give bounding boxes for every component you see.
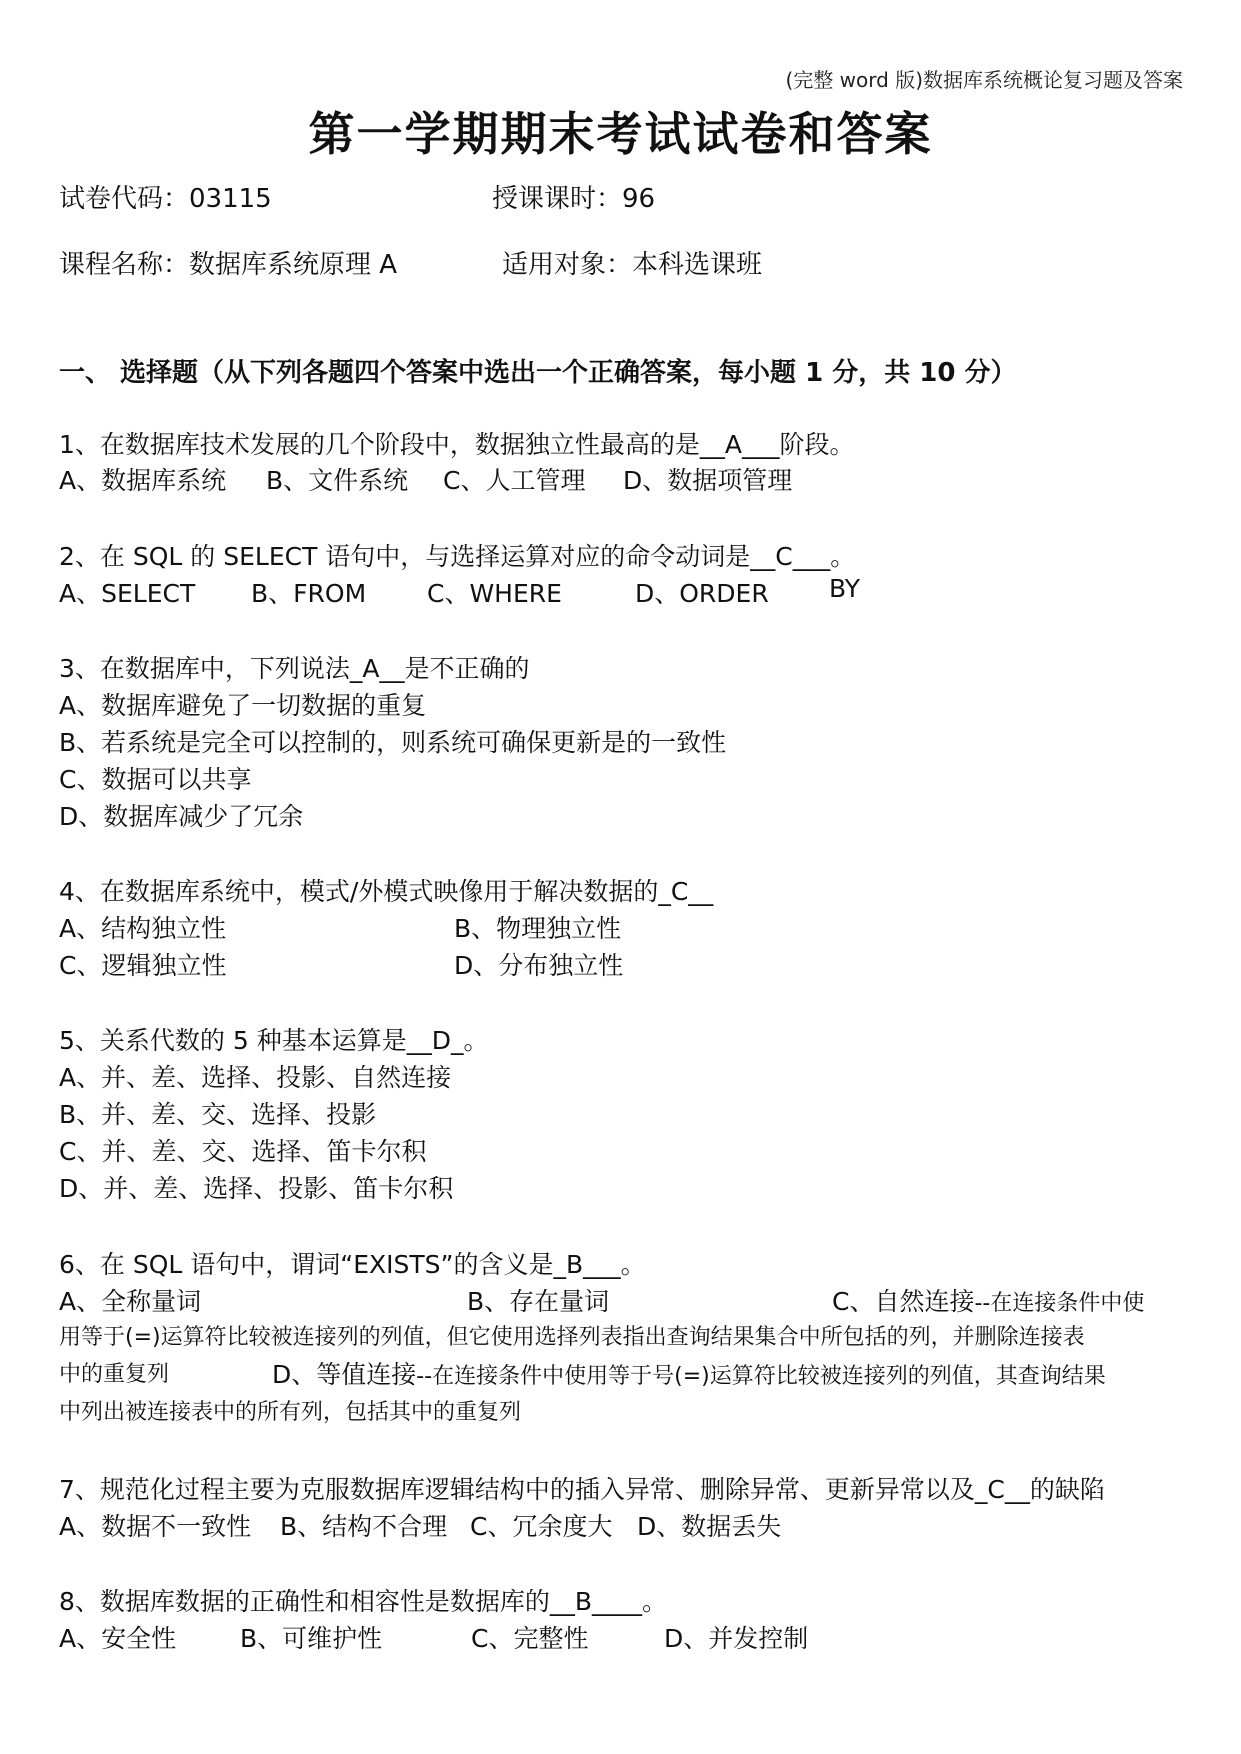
question-3-option-c: C、数据可以共享: [59, 765, 252, 794]
question-2-option-d: D、ORDER: [635, 579, 769, 608]
page-title: 第一学期期末考试试卷和答案: [308, 107, 933, 161]
question-2-stem: 2、在 SQL 的 SELECT 语句中，与选择运算对应的命令动词是__C___。: [59, 542, 856, 571]
target-audience: 适用对象：本科选课班: [502, 250, 763, 280]
question-8-option-d: D、并发控制: [664, 1624, 809, 1653]
question-6-option-c: [832, 1282, 1144, 1318]
question-4-option-b: B、物理独立性: [454, 914, 622, 943]
question-7-stem: 7、规范化过程主要为克服数据库逻辑结构中的插入异常、删除异常、更新异常以及_C__的缺陷: [59, 1475, 1105, 1504]
question-7-option-a: A、数据不一致性: [59, 1512, 252, 1541]
question-5-option-c: C、并、差、交、选择、笛卡尔积: [59, 1137, 427, 1166]
question-3-stem: 3、在数据库中，下列说法_A__是不正确的: [59, 654, 530, 683]
question-2-option-d-cont: BY: [829, 574, 861, 603]
question-2-option-a: A、SELECT: [59, 579, 196, 608]
question-1-stem: 1、在数据库技术发展的几个阶段中，数据独立性最高的是__A___阶段。: [59, 430, 855, 459]
question-6-option-b: B、存在量词: [467, 1287, 610, 1316]
question-1-option-b: B、文件系统: [266, 466, 409, 495]
question-8-option-a: A、安全性: [59, 1624, 177, 1653]
question-1-option-a: A、数据库系统: [59, 466, 227, 495]
question-6-option-d-label: D、等值连接: [272, 1360, 417, 1389]
exam-code: 试卷代码：03115: [59, 184, 272, 214]
course-hours: 授课课时：96: [492, 184, 656, 214]
question-7-option-d: D、数据丢失: [637, 1512, 782, 1541]
question-8-stem: 8、数据库数据的正确性和相容性是数据库的__B____。: [59, 1587, 668, 1616]
question-1-option-c: C、人工管理: [443, 466, 586, 495]
question-7-option-c: C、冗余度大: [470, 1512, 613, 1541]
question-6-option-d-note-cont: 中列出被连接表中的所有列，包括其中的重复列: [59, 1400, 522, 1425]
question-4-option-d: D、分布独立性: [454, 951, 624, 980]
question-5-option-b: B、并、差、交、选择、投影: [59, 1100, 377, 1129]
question-2-option-b: B、FROM: [251, 579, 367, 608]
section-heading: 一、 选择题（从下列各题四个答案中选出一个正确答案，每小题 1 分，共 10 分）: [59, 358, 1017, 388]
question-4-stem: 4、在数据库系统中，模式/外模式映像用于解决数据的_C__: [59, 877, 714, 906]
question-3-option-d: D、数据库减少了冗余: [59, 802, 304, 831]
question-3-option-b: B、若系统是完全可以控制的，则系统可确保更新是的一致性: [59, 728, 727, 757]
question-4-option-c: C、逻辑独立性: [59, 951, 227, 980]
running-header: (完整 word 版)数据库系统概论复习题及答案: [785, 68, 1183, 92]
question-6-option-d: [272, 1355, 1106, 1391]
question-5-stem: 5、关系代数的 5 种基本运算是__D_。: [59, 1026, 489, 1055]
course-name: 课程名称：数据库系统原理 A: [59, 250, 398, 280]
question-4-option-a: A、结构独立性: [59, 914, 227, 943]
question-8-option-c: C、完整性: [471, 1624, 589, 1653]
question-6-option-d-note: --在连接条件中使用等于号(=)运算符比较被连接列的列值，其查询结果: [416, 1364, 1106, 1389]
question-6-option-c-note-cont: 用等于(=)运算符比较被连接列的列值，但它使用选择列表指出查询结果集合中所包括的列，并删除连接表: [59, 1325, 1085, 1350]
question-5-option-a: A、并、差、选择、投影、自然连接: [59, 1063, 452, 1092]
question-6-option-c-note: --在连接条件中使: [974, 1291, 1145, 1316]
question-6-option-a: A、全称量词: [59, 1287, 202, 1316]
question-2-option-c: C、WHERE: [427, 579, 562, 608]
question-7-option-b: B、结构不合理: [280, 1512, 448, 1541]
question-6-option-c-note-end: 中的重复列: [59, 1362, 170, 1387]
question-6-stem: 6、在 SQL 语句中，谓词“EXISTS”的含义是_B___。: [59, 1250, 646, 1279]
question-1-option-d: D、数据项管理: [623, 466, 793, 495]
question-8-option-b: B、可维护性: [240, 1624, 383, 1653]
question-3-option-a: A、数据库避免了一切数据的重复: [59, 691, 427, 720]
question-6-option-c-label: C、自然连接: [832, 1287, 975, 1316]
question-5-option-d: D、并、差、选择、投影、笛卡尔积: [59, 1174, 454, 1203]
